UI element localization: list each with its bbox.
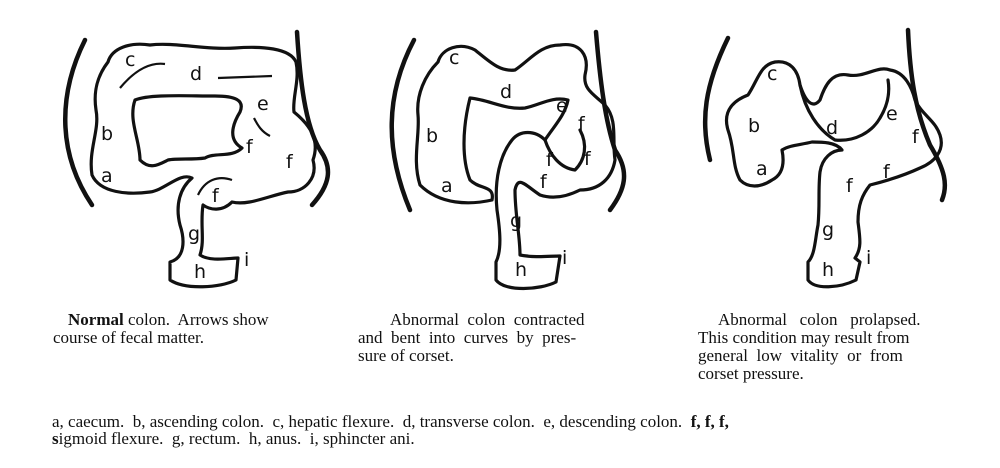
label-g: g: [510, 210, 523, 232]
body-outline-left: [705, 38, 728, 160]
label-h: h: [194, 261, 207, 283]
label-a: a: [101, 165, 113, 187]
label-f-1: f: [578, 113, 585, 135]
label-f-2: f: [883, 161, 890, 183]
caption-contracted-line-2: and bent into curves by pres-: [358, 328, 577, 347]
label-a: a: [441, 175, 453, 197]
label-d: d: [500, 81, 513, 103]
body-outline-left: [65, 40, 92, 205]
label-i: i: [244, 249, 250, 271]
normal-colon-figure: [65, 32, 328, 287]
label-e: e: [556, 95, 568, 117]
label-c: c: [125, 49, 136, 71]
arrow-2: [218, 76, 272, 78]
legend: [52, 413, 729, 447]
caption-normal-line-1: colon. Arrows show: [123, 310, 269, 329]
caption-normal-bold: Normal: [68, 310, 124, 329]
prolapsed-colon-inner-line: [800, 80, 889, 140]
label-i: i: [866, 247, 872, 269]
label-d: d: [826, 117, 839, 139]
caption-contracted-line-3: sure of corset.: [358, 346, 454, 365]
label-b: b: [426, 125, 439, 147]
label-f-2: f: [286, 151, 293, 173]
caption-prolapsed-line-3: general low vitality or from: [698, 346, 903, 365]
label-e: e: [886, 103, 898, 125]
label-g: g: [822, 219, 835, 241]
label-a: a: [756, 158, 768, 180]
legend-line-2-bold: s: [52, 429, 59, 448]
label-f-3: f: [212, 185, 219, 207]
label-f-2: f: [584, 148, 591, 170]
normal-colon-inner-line: [133, 96, 242, 166]
caption-contracted-line-1: Abnormal colon contracted: [390, 310, 585, 329]
legend-line-1-bold: f, f, f,: [682, 412, 729, 431]
label-f-3: f: [846, 175, 853, 197]
label-c: c: [767, 63, 778, 85]
label-b: b: [748, 115, 761, 137]
label-d: d: [190, 63, 203, 85]
caption-prolapsed-line-1: Abnormal colon prolapsed.: [718, 310, 921, 329]
label-f-1: f: [912, 126, 919, 148]
label-b: b: [101, 123, 114, 145]
prolapsed-colon-figure: [705, 30, 945, 287]
label-f-4: f: [540, 171, 547, 193]
body-outline-left: [392, 40, 414, 210]
label-i: i: [562, 247, 568, 269]
label-g: g: [188, 223, 201, 245]
caption-normal-line-2: course of fecal matter.: [53, 328, 205, 347]
normal-colon-outline: [91, 44, 315, 287]
caption-contracted: [358, 310, 585, 365]
label-c: c: [449, 47, 460, 69]
label-e: e: [257, 93, 269, 115]
caption-prolapsed-line-2: This condition may result from: [698, 328, 910, 347]
caption-prolapsed: [698, 310, 921, 383]
legend-line-2: igmoid flexure. g, rectum. h, anus. i, sphincter ani.: [58, 429, 415, 448]
label-f-3: f: [546, 149, 553, 171]
label-h: h: [515, 259, 528, 281]
contracted-colon-figure: [392, 32, 624, 289]
arrow-3: [254, 118, 270, 136]
caption-normal: [53, 310, 269, 347]
legend-line-1: a, caecum. b, ascending colon. c, hepatic flexure. d, transverse colon. e, descending colon.: [52, 412, 683, 431]
label-h: h: [822, 259, 835, 281]
caption-prolapsed-line-4: corset pressure.: [698, 364, 804, 383]
label-f-1: f: [246, 136, 253, 158]
